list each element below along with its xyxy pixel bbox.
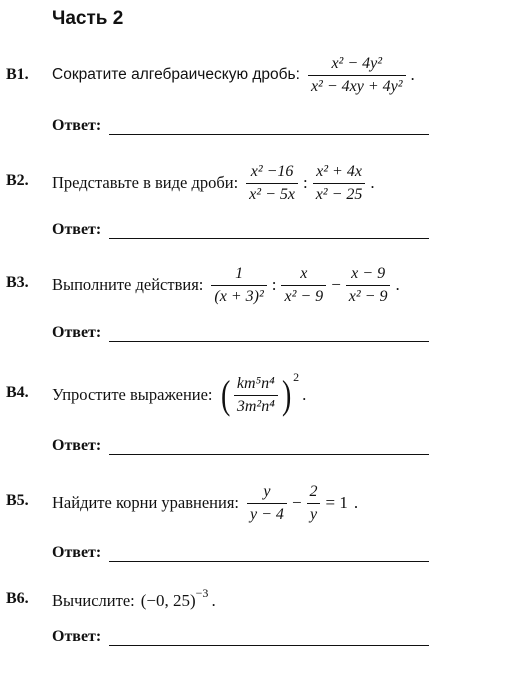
fraction: [307, 483, 321, 524]
exponent: 2: [293, 369, 300, 384]
answer-label: Ответ:: [52, 437, 102, 454]
end-dot: .: [370, 173, 375, 192]
right-hand-side: = 1: [325, 493, 348, 512]
fraction-denominator: x² − 5x: [246, 183, 298, 204]
task-number: B5.: [6, 492, 29, 509]
fraction-denominator: x² − 4xy + 4y²: [308, 75, 406, 96]
fraction-denominator: 3m²n⁴: [234, 395, 278, 416]
answer-label: Ответ:: [52, 544, 102, 561]
fraction: [281, 265, 326, 306]
answer-row-b6: [52, 628, 429, 646]
end-dot: .: [410, 65, 415, 84]
answer-line[interactable]: [109, 118, 429, 135]
operator: :: [271, 275, 277, 294]
fraction-denominator: y − 4: [247, 503, 287, 524]
operator: :: [302, 173, 308, 192]
answer-row-b1: [52, 117, 429, 135]
answer-line[interactable]: [109, 325, 429, 342]
task-text: Сократите алгебраическую дробь:: [52, 66, 300, 83]
fraction-denominator: x² − 9: [346, 285, 391, 306]
fraction-denominator: y: [307, 503, 320, 524]
exponent: −3: [195, 585, 209, 600]
task-text: Вычислите:: [52, 591, 135, 610]
answer-line[interactable]: [109, 545, 429, 562]
fraction-numerator: x² −16: [250, 162, 294, 180]
fraction-denominator: (x + 3)²: [211, 285, 266, 306]
task-text: Представьте в виде дроби:: [52, 173, 239, 192]
task-number: B4.: [6, 384, 29, 401]
task-number: B1.: [6, 66, 29, 83]
fraction-numerator: x² − 4y²: [331, 54, 383, 72]
fraction: [211, 265, 266, 306]
fraction-numerator: km⁵n⁴: [236, 374, 275, 392]
end-dot: .: [395, 275, 400, 294]
operator: −: [331, 275, 341, 294]
task-number: B2.: [6, 172, 29, 189]
answer-label: Ответ:: [52, 221, 102, 238]
left-paren: (: [220, 372, 230, 417]
fraction-denominator: x² − 25: [313, 183, 366, 204]
fraction: [346, 265, 391, 306]
fraction-numerator: 1: [235, 264, 244, 282]
end-dot: .: [211, 591, 216, 610]
fraction-numerator: x: [300, 264, 308, 282]
task-text: Выполните действия:: [52, 275, 204, 294]
end-dot: .: [302, 385, 307, 404]
page-title: Часть 2: [52, 8, 124, 29]
expression: (−0, 25): [140, 591, 196, 610]
answer-row-b5: [52, 544, 429, 562]
fraction: [247, 483, 287, 524]
fraction: [234, 375, 278, 416]
fraction-numerator: 2: [309, 482, 318, 500]
answer-row-b3: [52, 324, 429, 342]
fraction-numerator: x² + 4x: [316, 162, 362, 180]
answer-line[interactable]: [109, 438, 429, 455]
operator: −: [291, 493, 302, 512]
fraction: [246, 163, 298, 204]
answer-label: Ответ:: [52, 628, 102, 645]
fraction: [313, 163, 366, 204]
end-dot: .: [353, 493, 359, 512]
fraction-denominator: x² − 9: [281, 285, 326, 306]
power-expression: [219, 369, 300, 417]
answer-label: Ответ:: [52, 117, 102, 134]
fraction-numerator: y: [263, 482, 271, 500]
answer-line[interactable]: [109, 629, 429, 646]
task-text: Найдите корни уравнения:: [52, 493, 240, 512]
answer-label: Ответ:: [52, 324, 102, 341]
fraction-numerator: x − 9: [351, 264, 386, 282]
task-number: B3.: [6, 274, 29, 291]
task-number: B6.: [6, 590, 29, 607]
answer-line[interactable]: [109, 222, 429, 239]
task-text: Упростите выражение:: [52, 385, 213, 404]
answer-row-b4: [52, 437, 429, 455]
fraction: [308, 55, 406, 96]
answer-row-b2: [52, 221, 429, 239]
right-paren: ): [281, 372, 292, 417]
